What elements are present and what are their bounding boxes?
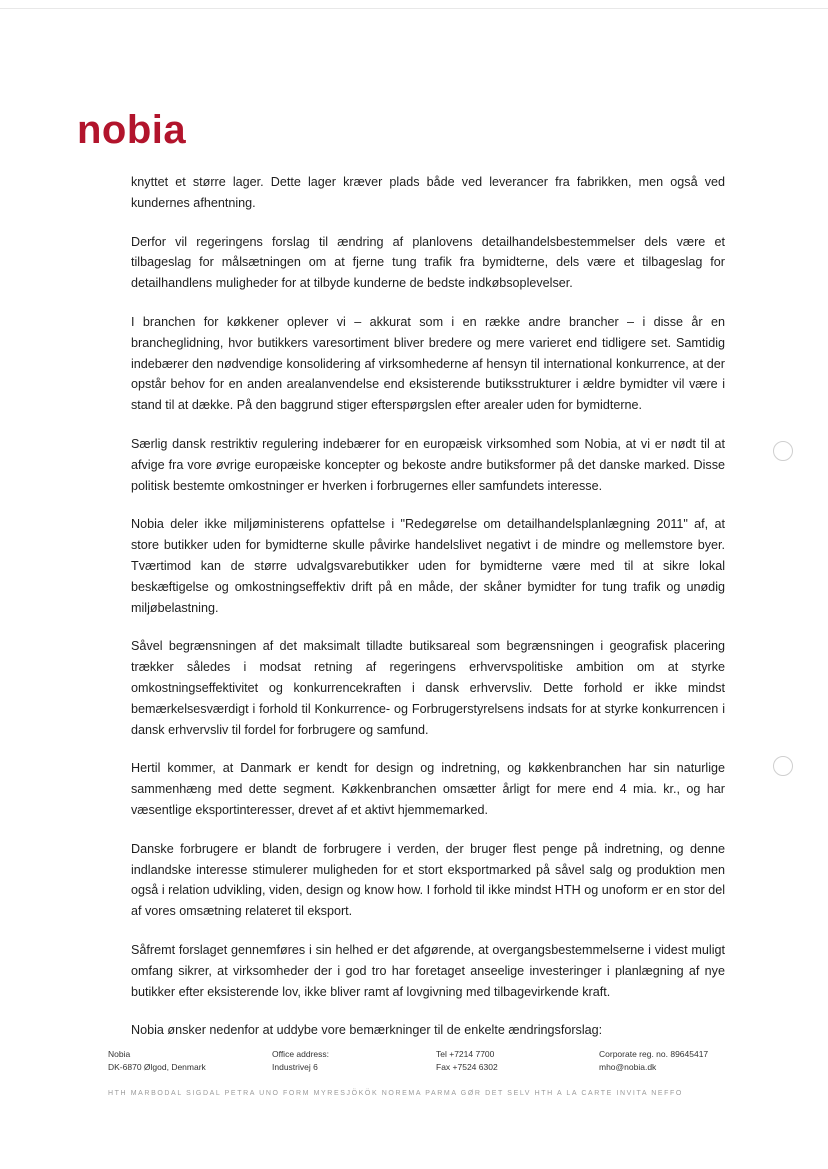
footer-tel: Tel +7214 7700: [436, 1049, 495, 1059]
punch-hole-lower: [773, 756, 793, 776]
paragraph: Såfremt forslaget gennemføres i sin helhed er det afgørende, at overgangsbestemmelserne i videst muligt omfang sikrer, at virksomheder der i god tro har foretaget anseelige investeringer i planlægning af nye butikker efter eksisterende lov, ikke bliver ramt af lovgivning med tilbagevirkende kraft.: [131, 942, 725, 999]
paragraph: Derfor vil regeringens forslag til ændring af planlovens detailhandelsbestemmelser dels være et tilbageslag for målsætningen om at fjerne tung trafik fra bymidterne, dels være et tilbageslag for detailhandlens muligheder for at tilbyde kunderne de bedste indkøbsoplevelser.: [131, 234, 725, 291]
nobia-logo: nobia: [77, 108, 187, 152]
footer-fax: Fax +7524 6302: [436, 1062, 498, 1072]
paragraph: knyttet et større lager. Dette lager kræver plads både ved leverancer fra fabrikken, men også ved kundernes afhentning.: [131, 175, 725, 210]
paragraph: Nobia ønsker nedenfor at uddybe vore bemærkninger til de enkelte ændringsforslag:: [131, 1023, 603, 1038]
footer-company-name: Nobia: [108, 1049, 131, 1059]
footer-corporate-block: [599, 1048, 708, 1074]
footer-email: mho@nobia.dk: [599, 1062, 657, 1072]
paragraph: Danske forbrugere er blandt de forbrugere i verden, der bruger flest penge på indretning, og denne indlandske interesse stimulerer muligheden for et stort eksportmarked på såvel salg og produktion men også i relation udvikling, viden, design og know how. I forhold til ikke mindst HTH og unoform er en stor del af vores omsætning relateret til eksport.: [131, 841, 725, 919]
footer-address: DK-6870 Ølgod, Denmark: [108, 1062, 206, 1072]
letter-body: [131, 172, 725, 1059]
paragraph: Særlig dansk restriktiv regulering indebærer for en europæisk virksomhed som Nobia, at vi er nødt til at afvige fra vore øvrige europæiske koncepter og bekoste andre butiksformer på det danske marked. Disse politisk bestemte omkostninger er hverken i forbrugernes eller samfundets interesse.: [131, 436, 725, 493]
footer-corporate-reg: Corporate reg. no. 89645417: [599, 1049, 709, 1059]
footer-phone-block: [436, 1048, 498, 1074]
paragraph: I branchen for køkkener oplever vi – akkurat som i en række andre brancher – i disse år en brancheglidning, hvor butikkers varesortiment bliver bredere og mere varieret end tidligere set. Samtidig indebærer den nødvendige konsolidering af virksomhederne af hensyn til international konkurrence, at der opstår behov for en anden arealanvendelse end eksisterende butiksstrukturer i ældre bymidter vil være i stand til at dække. På den baggrund stiger efterspørgslen efter arealer uden for bymidterne.: [131, 314, 725, 413]
paragraph: Nobia deler ikke miljøministerens opfattelse i "Redegørelse om detailhandelsplanlægning 2011" af, at store butikker uden for bymidterne skulle påvirke handelslivet negativt i de mindre og mellemstore byer. Tværtimod kan de større udvalgsvarebutikker uden for bymidterne være med til at sikre lokal beskæftigelse og omkostningseffektiv drift på en måde, der skåner bymidter for tung trafik og unødig miljøbelastning.: [131, 517, 725, 615]
top-rule: [0, 8, 828, 9]
footer-office-label: Office address:: [272, 1049, 330, 1059]
punch-hole-upper: [773, 441, 793, 461]
paragraph: Hertil kommer, at Danmark er kendt for design og indretning, og køkkenbranchen har sin naturlige sammenhæng med dette segment. Køkkenbranchen omsætter årligt for mere end 4 mia. kr., og har væsentlige eksportinteresser, drevet af et aktivt hjemmemarked.: [131, 761, 725, 817]
footer-office-street: Industrivej 6: [272, 1062, 318, 1072]
footer-brand-list: HTH MARBODAL SIGDAL PETRA UNO FORM MYRESJÖKÖK NOREMA PARMA GØR DET SELV HTH A LA CARTE INVITA NEFFO: [108, 1090, 683, 1097]
paragraph: Såvel begrænsningen af det maksimalt tilladte butiksareal som begrænsningen i geografisk placering trækker således i modsat retning af regeringens erhvervspolitiske ambition om at styrke omkostningseffektivitet og konkurrencekraften i dansk erhvervsliv. Dette forhold er ikke mindst bemærkelsesværdigt i forhold til Konkurrence- og Forbrugerstyrelsens indsats for at styrke konkurrencen i dansk erhvervsliv til fordel for forbrugere og samfund.: [131, 639, 725, 737]
footer-office-block: [272, 1048, 329, 1074]
footer-company-block: [108, 1048, 206, 1074]
